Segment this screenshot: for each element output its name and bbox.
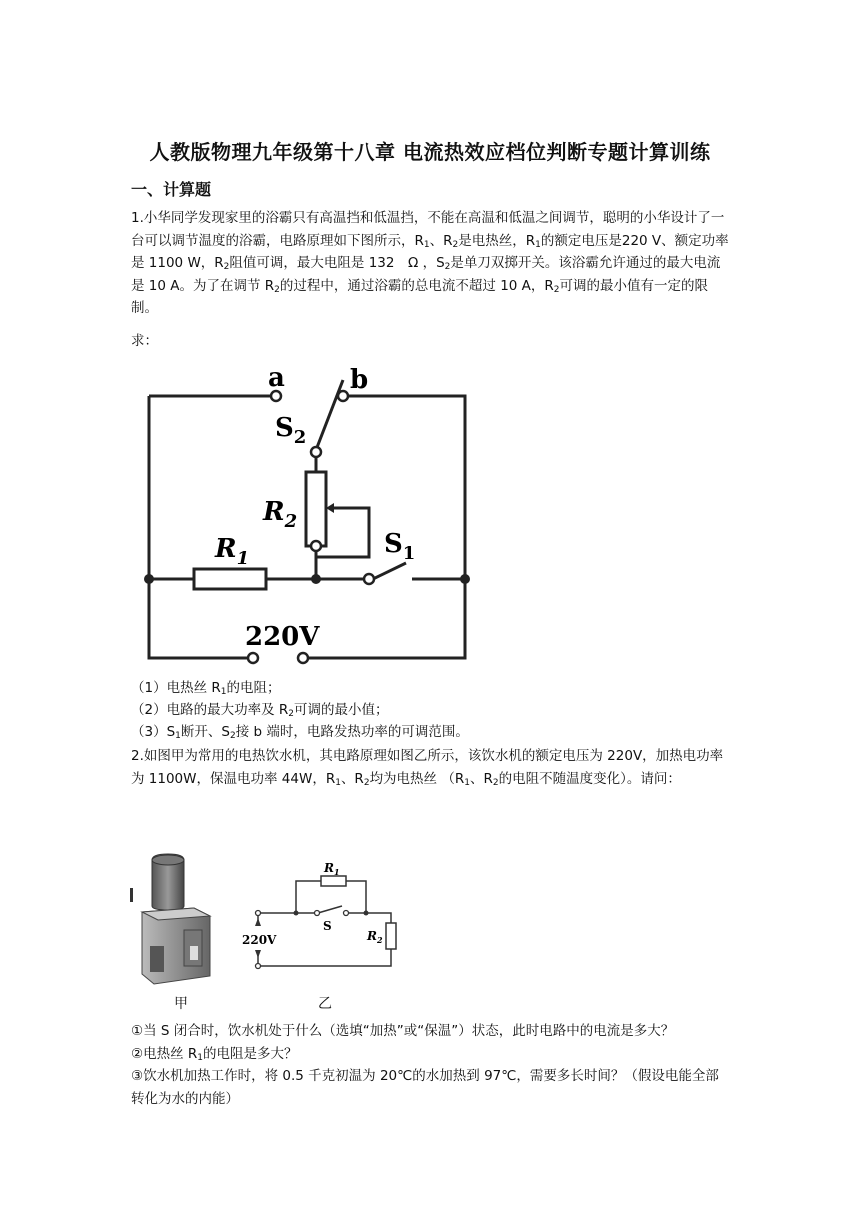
- question-1-text: 1.小华同学发现家里的浴霸只有高温挡和低温挡，不能在高温和低温之间调节，聪明的小华设计了一台可以调节温度的浴霸，电路原理如下图所示，$R_1$、$R_2$是电热丝，$R_1$的额定电压是220 V、额定功率是 1100 W，$R_2$阻值可调，最大电阻是 132 Ω ，$S_2$是单刀双掷开关。该浴霸允许通过的最大电流是 10 A。为了在调节 $R_2$的过程中，通过浴霸的总电流不超过 10 A，$R_2$可调的最小值有一定的限制。: [131, 210, 729, 316]
- q2-item-3: ③饮水机加热工作时，将 0.5 千克初温为 20℃的水加热到 97℃，需要多长时间？（假设电能全部转化为水的内能）: [131, 1068, 719, 1107]
- terminal-b-label: b: [350, 365, 369, 395]
- circuit-diagram-2: [238, 852, 408, 977]
- q2-item-1: ①当 S 闭合时，饮水机处于什么（选填“加热”或“保温”）状态，此时电路中的电流是多大？: [131, 1023, 675, 1039]
- voltage-label-2: 220V: [242, 933, 277, 947]
- figure-yi-label: 乙: [318, 996, 332, 1012]
- switch-s1-label: $S_1$: [384, 529, 416, 564]
- switch-s2-label: $S_2$: [275, 413, 307, 448]
- resistor-r1-body: [194, 569, 266, 589]
- resistor-r2-label-2: $R_2$: [367, 929, 383, 945]
- q1-item-2: （2）电路的最大功率及 $R_2$可调的最小值；: [131, 702, 389, 719]
- q2-item-2: ②电热丝 $R_1$的电阻是多大？: [131, 1046, 298, 1063]
- resistor-r1-label: $R_1$: [215, 534, 250, 569]
- question-2-text: 2.如图甲为常用的电热饮水机，其电路原理如图乙所示，该饮水机的额定电压为 220V，加热电功率为 1100W，保温电功率 44W，$R_1$、$R_2$均为电热丝 （$R_1$、$R_2$的电阻不随温度变化）。请问：: [131, 748, 724, 788]
- water-dispenser-illustration: [128, 850, 228, 990]
- resistor-r2-body: [306, 472, 326, 546]
- section-heading: 一、计算题: [131, 180, 212, 199]
- q1-item-1: （1）电热丝 $R_1$的电阻；: [131, 680, 281, 697]
- question-1-ask: 求：: [131, 333, 158, 349]
- resistor-r1-label-2: $R_1$: [324, 861, 340, 877]
- figure-jia-label: 甲: [174, 996, 188, 1012]
- document-title: 人教版物理九年级第十八章 电流热效应档位判断专题计算训练: [149, 140, 711, 164]
- resistor-r2-label: $R_2$: [263, 497, 298, 532]
- circuit-diagram-1: [140, 362, 480, 672]
- switch-s-label-2: S: [323, 919, 332, 933]
- resistor-r1-body-2: [321, 876, 346, 886]
- q1-item-3: $(3)S_1$断开、$S_2$接 b 端时，电路发热功率的可调范围。: [131, 724, 469, 741]
- terminal-a-label: a: [268, 363, 285, 393]
- voltage-label-220v: 220V: [245, 622, 320, 652]
- resistor-r2-body-2: [386, 923, 396, 949]
